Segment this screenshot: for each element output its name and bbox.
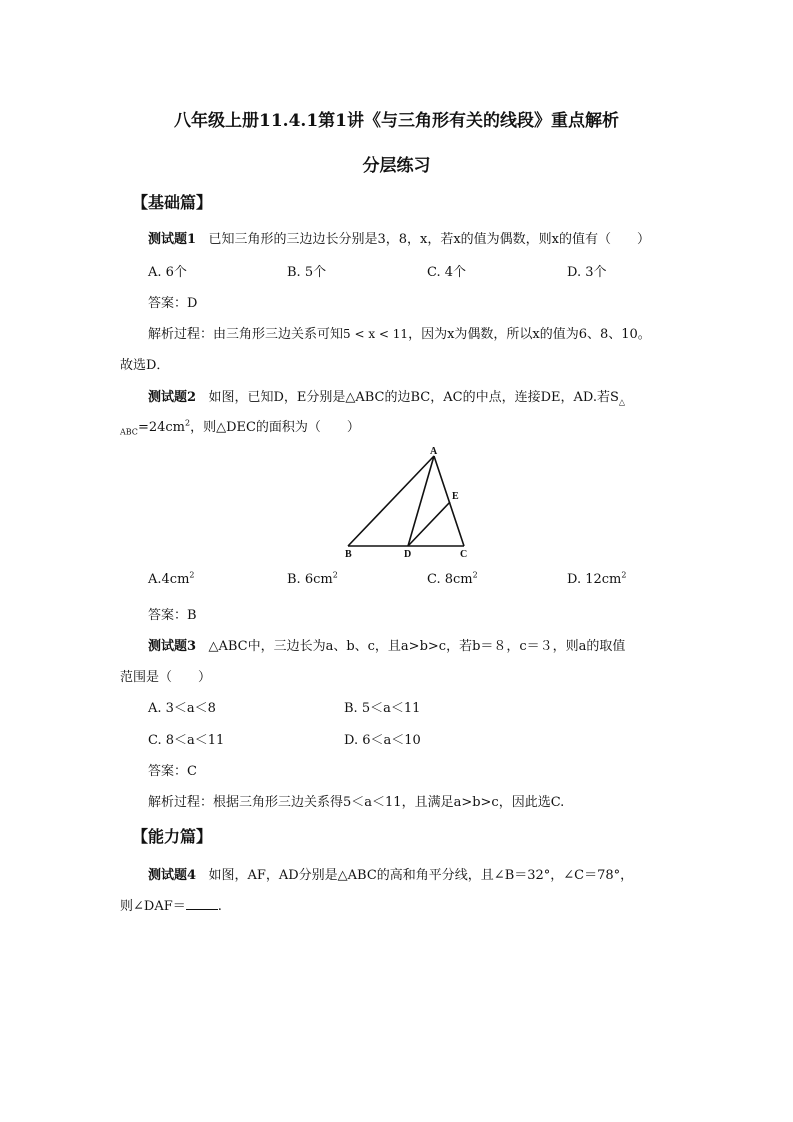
question-3-label: 测试题3 bbox=[148, 639, 197, 654]
label-point-d: D bbox=[404, 549, 412, 560]
question-2-stem-sub-abc: ABC bbox=[120, 427, 138, 437]
question-4-stem-line1: 如图，AF，AD分别是△ABC的高和角平分线，且∠B＝32°，∠C＝78°， bbox=[208, 868, 634, 883]
question-1 bbox=[148, 228, 650, 247]
question-3-option-a: A. 3＜a＜8 bbox=[148, 701, 216, 716]
question-2-stem-sub-triangle: △ bbox=[618, 397, 626, 407]
document-subtitle: 分层练习 bbox=[362, 156, 431, 176]
question-2-option-b bbox=[287, 572, 338, 587]
question-2-option-d bbox=[567, 572, 626, 587]
question-2-stem-line1: 如图，已知D，E分别是△ABC的边BC，AC的中点，连接DE，AD.若S bbox=[208, 390, 619, 405]
label-vertex-a: A bbox=[430, 446, 438, 457]
question-3-option-d: D. 6＜a＜10 bbox=[344, 733, 421, 748]
question-4-line2 bbox=[120, 895, 222, 914]
question-2-stem-sup: 2 bbox=[184, 418, 191, 428]
triangle-diagram bbox=[338, 442, 478, 562]
question-2-option-d-text: D. 12cm bbox=[567, 572, 622, 587]
question-1-option-a: A. 6个 bbox=[148, 265, 187, 280]
question-3 bbox=[148, 635, 625, 654]
question-2 bbox=[148, 386, 625, 407]
label-vertex-c: C bbox=[460, 549, 468, 560]
question-1-stem: 已知三角形的三边边长分别是3，8，x，若x的值为偶数，则x的值有（ ） bbox=[208, 232, 650, 247]
segment-ac bbox=[434, 456, 464, 546]
question-3-answer: 答案：C bbox=[148, 764, 197, 779]
question-2-option-c-sup: 2 bbox=[472, 570, 478, 580]
question-4-stem-end: . bbox=[217, 899, 222, 914]
question-3-option-c: C. 8＜a＜11 bbox=[148, 733, 225, 748]
question-1-option-d: D. 3个 bbox=[567, 265, 607, 280]
question-1-analysis-formula: 5 < x < 11 bbox=[343, 327, 409, 341]
label-vertex-b: B bbox=[345, 549, 352, 560]
question-3-stem-line1: △ABC中，三边长为a、b、c，且a>b>c，若b＝８，c＝３，则a的取值 bbox=[208, 639, 626, 654]
question-2-option-b-text: B. 6cm bbox=[287, 572, 333, 587]
question-2-option-a-text: A.4cm bbox=[148, 572, 190, 587]
question-4-answer-blank bbox=[186, 897, 218, 910]
question-2-option-b-sup: 2 bbox=[332, 570, 338, 580]
question-2-answer: 答案：B bbox=[148, 608, 197, 623]
question-1-option-c: C. 4个 bbox=[427, 265, 467, 280]
question-3-option-b: B. 5＜a＜11 bbox=[344, 701, 421, 716]
question-2-stem-area: =24cm bbox=[137, 420, 185, 435]
question-1-analysis-text: 解析过程：由三角形三边关系可知 bbox=[148, 327, 344, 342]
question-2-label: 测试题2 bbox=[148, 390, 197, 405]
question-2-option-a bbox=[148, 572, 195, 587]
question-1-analysis bbox=[148, 323, 651, 342]
question-2-option-c-text: C. 8cm bbox=[427, 572, 473, 587]
question-4-stem-line2: 则∠DAF＝ bbox=[120, 899, 186, 914]
triangle-figure bbox=[338, 442, 478, 566]
question-1-answer: 答案：D bbox=[148, 296, 198, 311]
question-1-label: 测试题1 bbox=[148, 232, 197, 247]
section-ability-heading: 【能力篇】 bbox=[132, 827, 213, 846]
question-2-option-d-sup: 2 bbox=[621, 570, 627, 580]
question-2-line2 bbox=[120, 416, 360, 437]
question-4-label: 测试题4 bbox=[148, 868, 197, 883]
question-1-analysis-conclusion: 故选D． bbox=[120, 358, 170, 373]
question-3-analysis: 解析过程：根据三角形三边关系得5＜a＜11，且满足a>b>c，因此选C. bbox=[148, 795, 565, 810]
section-basic-heading: 【基础篇】 bbox=[132, 193, 213, 212]
question-1-analysis-text-end: ，因为x为偶数，所以x的值为6、8、10。 bbox=[408, 327, 651, 342]
question-2-option-a-sup: 2 bbox=[189, 570, 195, 580]
question-4 bbox=[148, 864, 633, 883]
document-title: 八年级上册11.4.1第1讲《与三角形有关的线段》重点解析 bbox=[174, 111, 619, 131]
question-2-stem-end: ，则△DEC的面积为（ ） bbox=[190, 420, 360, 435]
label-point-e: E bbox=[452, 491, 459, 502]
question-3-stem-line2: 范围是（ ） bbox=[120, 670, 212, 685]
question-2-option-c bbox=[427, 572, 478, 587]
question-1-option-b: B. 5个 bbox=[287, 265, 327, 280]
